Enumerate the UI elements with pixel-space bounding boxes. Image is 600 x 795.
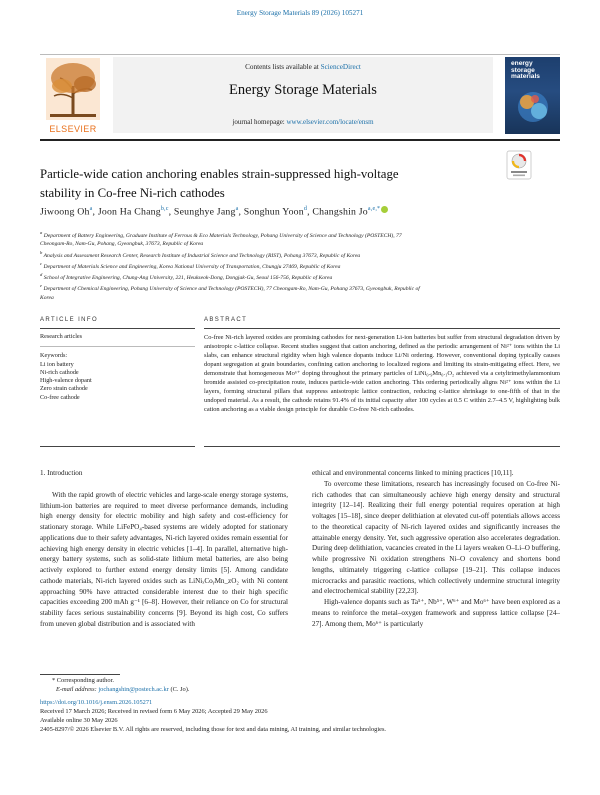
journal-citation[interactable]: Energy Storage Materials 89 (2026) 105271 xyxy=(236,9,364,17)
keyword-item: High-valence dopant xyxy=(40,377,92,385)
affiliation-text: Cheongam-Ro, Nam-Gu, Pohang, Gyeongbuk, 37673, Republic of Korea xyxy=(40,241,204,248)
homepage-link[interactable]: www.elsevier.com/locate/ensm xyxy=(286,118,374,126)
body-paragraph: With the rapid growth of electric vehicles and large-scale energy storage systems, lithium-ion batteries are required to meet diverse performance demands, including high energy density for electric mobility and high safety and cost-efficiency for stationary storage. While LiFePO₄-based systems are widely adopted for stationary applications due to their safety advantages, Ni-rich layered oxides remain essential for achieving high energy density in electric vehicles [1–4]. In parallel, alternative high-energy battery systems, such as solid-state lithium metal batteries, are also being actively explored to further extend energy density limits [5]. Among candidate cathode materials, Ni-rich layered oxides such as LiNiₓCoᵧMn_zO₂ with Ni content approaching 90% have attracted considerable interest due to their high specific capacities exceeding 200 mAh g⁻¹ [6–8]. However, their reliance on Co for structural stability faces serious sustainability concerns [9]. Beyond its high cost, Co suffers from uneven global distribution and is associated with xyxy=(40,490,288,628)
affiliation-marker: c xyxy=(40,260,43,266)
received-dates: Received 17 March 2026; Received in revised form 6 May 2026; Accepted 29 May 2026 xyxy=(40,708,268,716)
article-title xyxy=(40,165,480,203)
publisher-name: ELSEVIER xyxy=(49,124,97,134)
cover-title-line: energy xyxy=(511,60,533,67)
header-bottom-rule xyxy=(40,139,560,141)
author-name[interactable]: Jiwoong Oh xyxy=(40,206,90,218)
affiliation-text: Department of Battery Engineering, Graduate Institute of Ferrous & Eco Materials Technology, Pohang University of Science and Technology (POSTECH), 77 xyxy=(43,232,402,239)
check-for-updates-icon[interactable] xyxy=(506,150,532,180)
email-label: E-mail address: xyxy=(56,685,99,693)
affiliation-marker: b xyxy=(40,249,43,255)
article-title-line: Particle-wide cation anchoring enables strain-suppressed high-voltage xyxy=(40,167,399,181)
section-heading: 1. Introduction xyxy=(40,469,83,477)
author-name[interactable]: Changshin Jo xyxy=(312,206,368,218)
author-affil-marker[interactable]: a xyxy=(235,206,239,212)
affiliation-line xyxy=(40,240,560,248)
cover-artwork xyxy=(509,87,556,127)
footnote-rule xyxy=(40,674,120,675)
author-affil-marker[interactable]: a,e,* xyxy=(367,206,381,212)
article-info-heading: ARTICLE INFO xyxy=(40,317,99,323)
keyword-item: Ni-rich cathode xyxy=(40,368,79,376)
author-name[interactable]: Joon Ha Chang xyxy=(97,206,161,218)
sciencedirect-link[interactable]: ScienceDirect xyxy=(320,63,361,71)
affiliation-line xyxy=(40,260,560,271)
footnotes xyxy=(40,677,560,734)
body-right-column xyxy=(312,468,560,629)
body-paragraph: High-valence dopants such as Ta⁵⁺, Nb⁵⁺, W⁶⁺ and Mo⁶⁺ have been explored as a means to reinforce the metal–oxygen framework and suppress lattice collapse [24–27]. Among them, Mo⁶⁺ is particularly xyxy=(312,598,560,628)
author-name[interactable]: Seunghye Jang xyxy=(173,206,236,218)
email-line xyxy=(40,686,560,695)
copyright-notice: 2405-8297/© 2026 Elsevier B.V. All rights are reserved, including those for text and data mining, AI training, and similar technologies. xyxy=(40,725,387,733)
body-paragraph: ethical and environmental concerns linked to mining practices [10,11]. xyxy=(312,469,514,477)
abstract-rule xyxy=(204,328,560,329)
contents-available-line xyxy=(113,63,493,71)
abstract-heading: ABSTRACT xyxy=(204,317,248,323)
affiliation-text: School of Integrative Engineering, Chung-Ang University, 221, Heukseok-Dong, Dongjak-Gu, Seoul 156-756, Republic of Korea xyxy=(43,275,333,282)
affiliation-line xyxy=(40,249,560,260)
email-link[interactable]: jochangshin@postech.ac.kr xyxy=(98,685,169,693)
header-top-rule xyxy=(40,54,560,55)
affiliation-text: Department of Materials Science and Engineering, Korea National University of Transportation, Chungju 27469, Republic of Korea xyxy=(43,263,341,270)
journal-title[interactable]: Energy Storage Materials xyxy=(229,82,377,98)
author-name[interactable]: Songhun Yoon xyxy=(243,206,304,218)
abstract-text: Co-free Ni-rich layered oxides are promising cathodes for next-generation Li-ion batteries but suffer from structural degradation driven by anisotropic c-lattice collapse. Recent studies suggest that cation anchoring, defined as the periodic arrangement of Ni²⁺ ions within the Li slabs, can enhance structural rigidity when high valence dopants induce Li/Ni ordering. However, conventional doping typically causes dopant segregation at grain boundaries, confining cation anchoring to localized regions and limiting its strain-mitigating effect. Here, we demonstrate that homogeneous Mo⁶⁺ doping throughout the primary particles of LiNi₀.₉Mn₀.₁O₂ achieved via a cetyltrimethylammonium bromide assisted co-precipitation route, induces particle-wide cation anchoring. This ordering periodically aligns Ni²⁺ ions within the Li layers, forming structural pillars that suppress anisotropic lattice contraction, reducing c-lattice shrinkage to one-fifth of that in the undoped material. As a result, the cathode retains 91.4% of its initial capacity after 100 cycles at 0.5 C within 2.7–4.5 V, highlighting bulk cation anchoring as a viable design principle for durable Co-free Ni-rich cathodes. xyxy=(204,334,560,414)
affiliation-line xyxy=(40,229,560,240)
affiliation-line xyxy=(40,271,560,282)
corresponding-author-note: * Corresponding author. xyxy=(52,677,114,684)
article-info-rule xyxy=(40,328,195,329)
homepage-prefix: journal homepage: xyxy=(232,118,287,126)
abstract-bottom-rule xyxy=(204,446,560,447)
article-info-bottom-rule xyxy=(40,446,195,447)
cover-title-line: storage xyxy=(511,66,535,74)
elsevier-tree-logo-icon[interactable] xyxy=(40,56,106,134)
affiliations xyxy=(40,229,560,302)
email-suffix: (C. Jo). xyxy=(168,685,190,693)
body-paragraph: To overcome these limitations, research has increasingly focused on Co-free Ni-rich cathodes that can simultaneously achieve high energy density and structural integrity [12–14]. Realizing their full energy potential requires operation at high voltages [15–18], since deeper delithiation at elevated cut-off potentials allows access to the theoretical capacity of Ni-rich layered oxides and significantly increases the attainable energy density. Yet, such aggressive operation also accelerates degradation. During deep delithiation, vacancies created in the Li layers weaken O–Li–O buffering, while progressive Ni oxidation strengthens Ni–O covalency and shortens bond lengths, ultimately triggering c-lattice collapse [19–21]. This collapse induces microcracks and parasitic reactions, which collectively undermine structural integrity and electrochemical stability [22,23]. xyxy=(312,479,560,596)
author-affil-marker[interactable]: d xyxy=(303,206,308,212)
author-affil-marker[interactable]: b,c xyxy=(160,206,169,212)
affiliation-text: Analysis and Assessment Research Center, Research Institute of Industrial Science and Technology (RIST), Pohang 37673, Republic of Korea xyxy=(43,252,361,259)
keyword-item: Zero strain cathode xyxy=(40,385,88,393)
affiliation-line xyxy=(40,294,560,302)
article-type: Research articles xyxy=(40,333,83,340)
keyword-item: Li ion battery xyxy=(40,360,74,368)
doi-link[interactable]: https://doi.org/10.1016/j.ensm.2026.105271 xyxy=(40,699,153,707)
available-online-date: Available online 30 May 2026 xyxy=(40,716,118,724)
keywords-label: Keywords: xyxy=(40,352,68,360)
cover-title-line: materials xyxy=(511,73,540,81)
affiliation-marker: e xyxy=(40,283,43,289)
keyword-item: Co-free cathode xyxy=(40,393,80,401)
article-info-panel xyxy=(40,333,195,402)
affiliation-marker: d xyxy=(40,272,43,278)
author-list: Jiwoong Oh$^a$, Joon Ha Chang$^{b,c}$, Seunghye Jang$^a$, Songhun Yoon$^d$, Changshin $Jo^{a,e,*}$ xyxy=(40,206,560,217)
article-title-line: stability in Co-free Ni-rich cathodes xyxy=(40,186,225,200)
affiliation-text: Department of Chemical Engineering, Pohang University of Science and Technology (POSTECH), 77 Cheongam-Ro, Nam-Gu, Pohang 37673, Gyeongbuk, Republic of xyxy=(43,286,420,293)
author-affil-marker[interactable]: a xyxy=(89,206,93,212)
affiliation-marker: a xyxy=(40,230,43,235)
affiliation-text: Korea xyxy=(40,294,54,301)
affiliation-line xyxy=(40,282,560,293)
contents-prefix: Contents lists available at xyxy=(245,63,321,71)
journal-homepage-line xyxy=(113,118,493,126)
body-left-column xyxy=(40,468,288,630)
journal-cover-image[interactable] xyxy=(505,57,560,134)
orcid-icon[interactable] xyxy=(381,206,388,213)
cover-title xyxy=(511,61,556,81)
